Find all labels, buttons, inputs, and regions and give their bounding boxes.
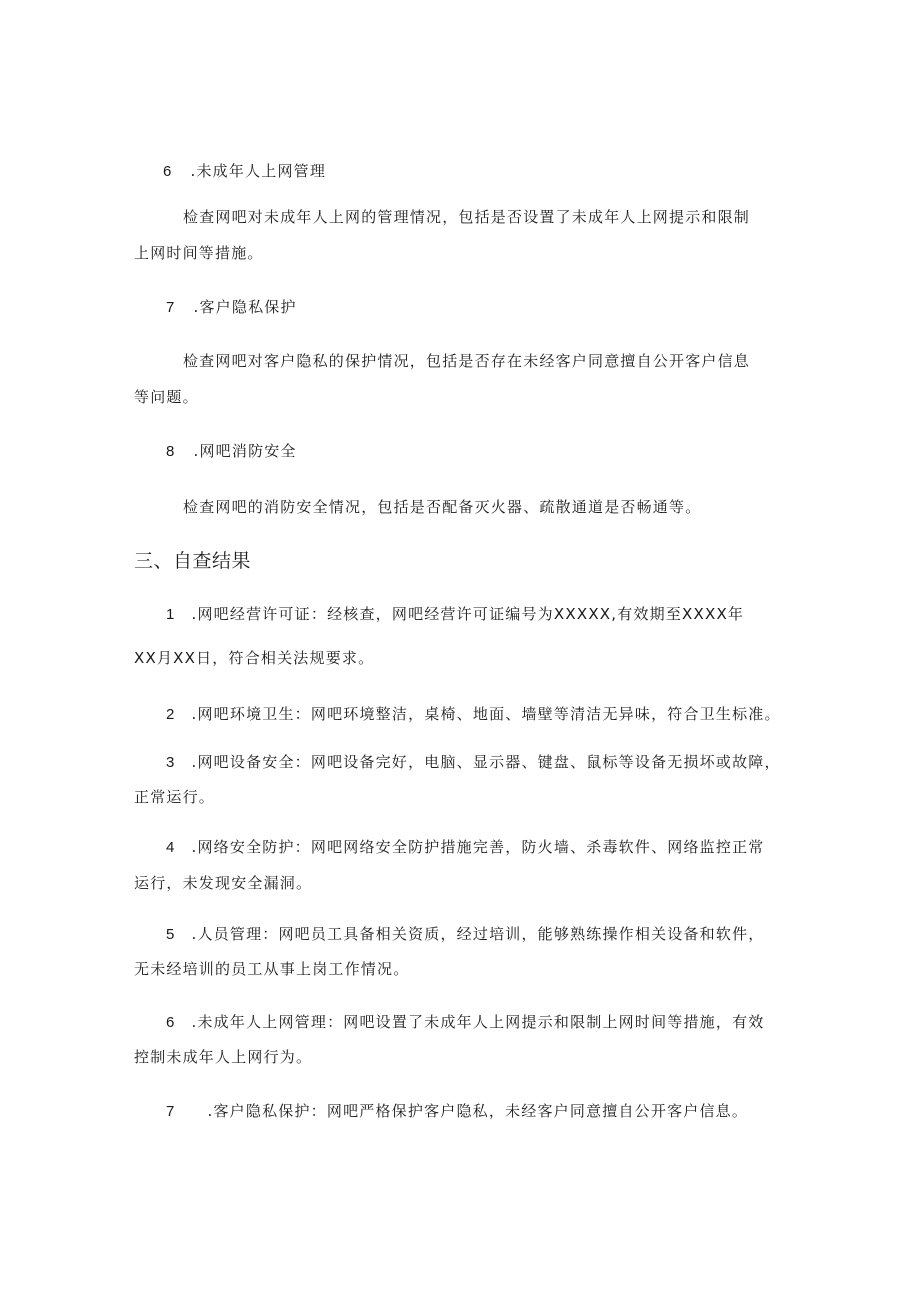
item-6-body-line1: 检查网吧对未成年人上网的管理情况，包括是否设置了未成年人上网提示和限制	[183, 208, 751, 226]
result-1-line1	[166, 604, 744, 625]
result-number: 1	[166, 606, 176, 623]
item-title-text: .客户隐私保护	[193, 298, 297, 316]
result-text: .网吧设备安全：网吧设备完好，电脑、显示器、键盘、鼠标等设备无损坏或故障，	[191, 753, 781, 771]
result-3-line2: 正常运行。	[134, 788, 216, 806]
result-text: .网吧环境卫生：网吧环境整洁，桌椅、地面、墙壁等清洁无异味，符合卫生标准。	[191, 705, 781, 723]
result-6-line2: 控制未成年人上网行为。	[134, 1048, 313, 1066]
result-3-line1	[166, 752, 781, 773]
result-text: .网络安全防护：网吧网络安全防护措施完善，防火墙、杀毒软件、网络监控正常	[191, 838, 765, 856]
section-heading: 三、自查结果	[134, 550, 252, 572]
item-7-title	[166, 297, 297, 318]
result-text: .未成年人上网管理：网吧设置了未成年人上网提示和限制上网时间等措施，有效	[191, 1013, 765, 1031]
result-number: 3	[166, 754, 176, 771]
result-number: 6	[166, 1014, 176, 1031]
item-7-body-line1: 检查网吧对客户隐私的保护情况，包括是否存在未经客户同意擅自公开客户信息	[183, 352, 751, 370]
item-number: 8	[166, 443, 176, 460]
result-5-line1	[166, 924, 765, 945]
result-6-line1	[166, 1012, 765, 1033]
item-8-body-line1: 检查网吧的消防安全情况，包括是否配备灭火器、疏散通道是否畅通等。	[183, 498, 702, 516]
result-text: .客户隐私保护：网吧严格保护客户隐私，未经客户同意擅自公开客户信息。	[207, 1102, 749, 1120]
item-number: 7	[166, 299, 176, 316]
result-number: 2	[166, 706, 176, 723]
result-number: 5	[166, 926, 176, 943]
item-7-body-line2: 等问题。	[134, 388, 199, 406]
result-2-line1	[166, 704, 781, 725]
item-title-text: .未成年人上网管理	[190, 162, 327, 180]
result-number: 4	[166, 839, 176, 856]
item-title-text: .网吧消防安全	[193, 442, 297, 460]
result-number: 7	[166, 1103, 176, 1120]
item-6-body-line2: 上网时间等措施。	[134, 244, 264, 262]
result-4-line2: 运行，未发现安全漏洞。	[134, 874, 313, 892]
result-text: .人员管理：网吧员工具备相关资质，经过培训，能够熟练操作相关设备和软件，	[191, 925, 765, 943]
item-6-title	[163, 161, 326, 182]
item-number: 6	[163, 163, 173, 180]
item-8-title	[166, 441, 297, 462]
result-5-line2: 无未经培训的员工从事上岗工作情况。	[134, 960, 410, 978]
result-text: .网吧经营许可证：经核查，网吧经营许可证编号为XXXXX,有效期至XXXX年	[191, 605, 745, 623]
result-4-line1	[166, 837, 765, 858]
result-7-line1	[166, 1101, 748, 1122]
result-1-line2: XX月XX日，符合相关法规要求。	[134, 649, 375, 667]
